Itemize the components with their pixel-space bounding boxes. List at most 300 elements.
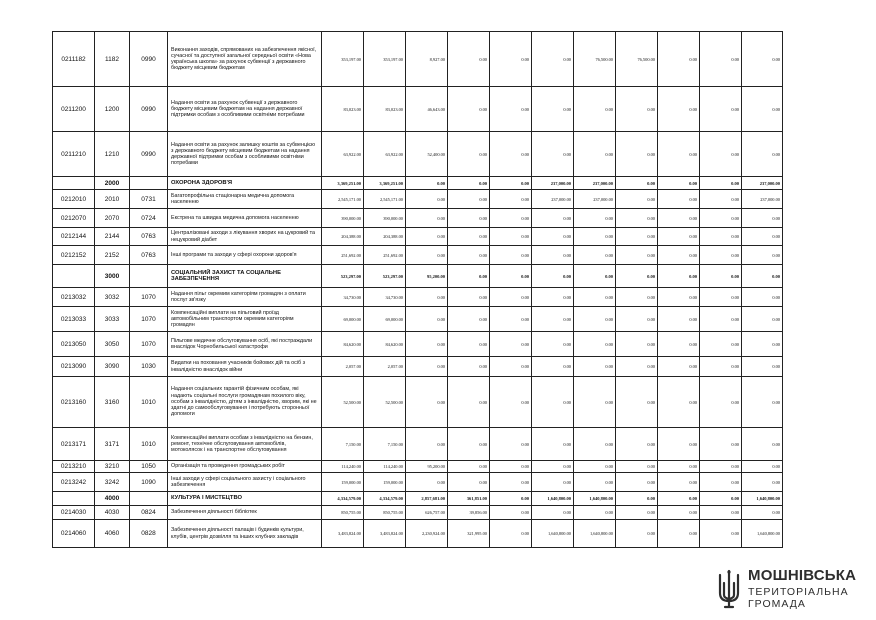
value-cell: 0.00 bbox=[406, 473, 448, 492]
value-cell: 0.00 bbox=[574, 428, 616, 461]
value-cell: 0.00 bbox=[448, 473, 490, 492]
task-code-cell: 4060 bbox=[95, 520, 130, 548]
value-cell: 2,057.00 bbox=[364, 357, 406, 377]
value-cell: 0.00 bbox=[658, 473, 700, 492]
value-cell: 0.00 bbox=[616, 492, 658, 506]
value-cell: 0.00 bbox=[742, 288, 783, 307]
table-row bbox=[53, 520, 783, 548]
value-cell: 0.00 bbox=[700, 246, 742, 265]
function-code-cell: 1090 bbox=[130, 473, 168, 492]
value-cell: 34,730.00 bbox=[364, 288, 406, 307]
value-cell: 0.00 bbox=[700, 492, 742, 506]
value-cell: 0.00 bbox=[532, 288, 574, 307]
function-code-cell: 0763 bbox=[130, 246, 168, 265]
value-cell: 0.00 bbox=[532, 265, 574, 288]
function-code-cell: 1010 bbox=[130, 428, 168, 461]
value-cell: 76,500.00 bbox=[574, 32, 616, 87]
value-cell: 2,545,171.00 bbox=[322, 190, 364, 209]
value-cell: 0.00 bbox=[658, 265, 700, 288]
value-cell: 0.00 bbox=[742, 246, 783, 265]
value-cell: 0.00 bbox=[574, 506, 616, 520]
value-cell: 0.00 bbox=[490, 473, 532, 492]
table-row bbox=[53, 473, 783, 492]
value-cell: 0.00 bbox=[406, 246, 448, 265]
value-cell: 84,620.00 bbox=[364, 332, 406, 357]
logo-text-line-3: ГРОМАДА bbox=[748, 598, 806, 610]
description-cell: Забезпечення діяльності бібліотек bbox=[168, 506, 322, 520]
value-cell: 0.00 bbox=[490, 246, 532, 265]
value-cell: 0.00 bbox=[574, 288, 616, 307]
value-cell: 0.00 bbox=[532, 246, 574, 265]
value-cell: 95,200.00 bbox=[406, 461, 448, 473]
description-cell: Надання пільг окремим категоріям громадян з оплати послуг зв'язку bbox=[168, 288, 322, 307]
value-cell: 0.00 bbox=[742, 132, 783, 177]
task-code-cell: 3090 bbox=[95, 357, 130, 377]
value-cell: 34,730.00 bbox=[322, 288, 364, 307]
value-cell: 63,922.00 bbox=[322, 132, 364, 177]
value-cell: 2,057.00 bbox=[322, 357, 364, 377]
value-cell: 0.00 bbox=[742, 357, 783, 377]
value-cell: 0.00 bbox=[448, 132, 490, 177]
value-cell: 237,000.00 bbox=[574, 177, 616, 190]
description-cell: Екстрена та швидка медична допомога населенню bbox=[168, 209, 322, 228]
value-cell: 0.00 bbox=[490, 357, 532, 377]
value-cell: 0.00 bbox=[616, 506, 658, 520]
value-cell: 0.00 bbox=[616, 209, 658, 228]
description-cell: Інші заходи у сфері соціального захисту і соціального забезпечення bbox=[168, 473, 322, 492]
value-cell: 0.00 bbox=[616, 265, 658, 288]
value-cell: 0.00 bbox=[700, 520, 742, 548]
value-cell: 237,000.00 bbox=[742, 177, 783, 190]
value-cell: 0.00 bbox=[658, 87, 700, 132]
value-cell: 0.00 bbox=[616, 307, 658, 332]
description-cell: Забезпечення діяльності палаців і будинків культури, клубів, центрів дозвілля та інших клубних закладів bbox=[168, 520, 322, 548]
description-cell: Багатопрофільна стаціонарна медична допомога населенню bbox=[168, 190, 322, 209]
program-code-cell: 0212010 bbox=[53, 190, 95, 209]
community-logo bbox=[716, 567, 866, 613]
value-cell: 0.00 bbox=[616, 377, 658, 428]
value-cell: 390,000.00 bbox=[364, 209, 406, 228]
value-cell: 52,500.00 bbox=[364, 377, 406, 428]
value-cell: 0.00 bbox=[658, 461, 700, 473]
value-cell: 114,240.00 bbox=[364, 461, 406, 473]
table-row bbox=[53, 377, 783, 428]
function-code-cell: 0731 bbox=[130, 190, 168, 209]
value-cell: 204,388.00 bbox=[364, 228, 406, 246]
task-code-cell: 3171 bbox=[95, 428, 130, 461]
value-cell: 0.00 bbox=[490, 288, 532, 307]
value-cell: 0.00 bbox=[700, 265, 742, 288]
task-code-cell: 1200 bbox=[95, 87, 130, 132]
value-cell: 0.00 bbox=[448, 377, 490, 428]
value-cell: 0.00 bbox=[742, 32, 783, 87]
task-code-cell: 2070 bbox=[95, 209, 130, 228]
value-cell: 83,023.00 bbox=[364, 87, 406, 132]
value-cell: 0.00 bbox=[658, 190, 700, 209]
section-row bbox=[53, 492, 783, 506]
program-code-cell: 0212152 bbox=[53, 246, 95, 265]
table-row bbox=[53, 288, 783, 307]
value-cell: 159,000.00 bbox=[364, 473, 406, 492]
value-cell: 0.00 bbox=[700, 209, 742, 228]
value-cell: 0.00 bbox=[490, 87, 532, 132]
value-cell: 0.00 bbox=[406, 228, 448, 246]
value-cell: 46,643.00 bbox=[406, 87, 448, 132]
value-cell: 4,334,579.00 bbox=[364, 492, 406, 506]
value-cell: 0.00 bbox=[448, 190, 490, 209]
value-cell: 0.00 bbox=[658, 377, 700, 428]
value-cell: 63,922.00 bbox=[364, 132, 406, 177]
function-code-cell: 0724 bbox=[130, 209, 168, 228]
value-cell: 0.00 bbox=[406, 288, 448, 307]
program-code-cell: 0213242 bbox=[53, 473, 95, 492]
value-cell: 0.00 bbox=[490, 228, 532, 246]
value-cell: 0.00 bbox=[490, 506, 532, 520]
section-row bbox=[53, 265, 783, 288]
value-cell: 159,000.00 bbox=[322, 473, 364, 492]
program-code-cell: 0211200 bbox=[53, 87, 95, 132]
value-cell: 237,000.00 bbox=[532, 177, 574, 190]
value-cell: 204,388.00 bbox=[322, 228, 364, 246]
value-cell: 237,000.00 bbox=[532, 190, 574, 209]
function-code-cell: 1070 bbox=[130, 332, 168, 357]
trident-icon bbox=[716, 569, 742, 609]
description-cell: Пільгове медичне обслуговування осіб, які постраждали внаслідок Чорнобильської катастрофи bbox=[168, 332, 322, 357]
value-cell: 0.00 bbox=[490, 177, 532, 190]
value-cell: 0.00 bbox=[742, 332, 783, 357]
value-cell: 0.00 bbox=[448, 228, 490, 246]
value-cell: 0.00 bbox=[490, 307, 532, 332]
value-cell: 0.00 bbox=[700, 473, 742, 492]
value-cell: 2,545,171.00 bbox=[364, 190, 406, 209]
value-cell: 850,755.00 bbox=[364, 506, 406, 520]
value-cell: 3,483,824.00 bbox=[322, 520, 364, 548]
value-cell: 0.00 bbox=[658, 32, 700, 87]
description-cell: Надання освіти за рахунок субвенції з державного бюджету місцевим бюджетам на надання державної підтримки особам з особливими освітніми потребами bbox=[168, 87, 322, 132]
value-cell: 0.00 bbox=[742, 87, 783, 132]
value-cell: 0.00 bbox=[574, 132, 616, 177]
value-cell: 0.00 bbox=[532, 32, 574, 87]
task-code-cell: 3160 bbox=[95, 377, 130, 428]
function-code-cell: 0828 bbox=[130, 520, 168, 548]
value-cell: 2,857,681.00 bbox=[406, 492, 448, 506]
value-cell: 0.00 bbox=[700, 228, 742, 246]
budget-table bbox=[52, 31, 783, 548]
value-cell: 0.00 bbox=[406, 190, 448, 209]
task-code-cell: 2000 bbox=[95, 177, 130, 190]
value-cell: 0.00 bbox=[574, 246, 616, 265]
program-code-cell: 0212070 bbox=[53, 209, 95, 228]
value-cell: 0.00 bbox=[700, 506, 742, 520]
program-code-cell bbox=[53, 492, 95, 506]
table-row bbox=[53, 32, 783, 87]
function-code-cell: 0990 bbox=[130, 87, 168, 132]
table-row bbox=[53, 506, 783, 520]
value-cell: 0.00 bbox=[658, 132, 700, 177]
value-cell: 95,200.00 bbox=[406, 265, 448, 288]
program-code-cell: 0214060 bbox=[53, 520, 95, 548]
task-code-cell: 2152 bbox=[95, 246, 130, 265]
value-cell: 0.00 bbox=[616, 332, 658, 357]
value-cell: 0.00 bbox=[616, 473, 658, 492]
value-cell: 0.00 bbox=[490, 265, 532, 288]
task-code-cell: 3000 bbox=[95, 265, 130, 288]
value-cell: 0.00 bbox=[658, 307, 700, 332]
value-cell: 52,500.00 bbox=[322, 377, 364, 428]
value-cell: 626,757.00 bbox=[406, 506, 448, 520]
table-row bbox=[53, 246, 783, 265]
value-cell: 0.00 bbox=[532, 228, 574, 246]
value-cell: 0.00 bbox=[616, 132, 658, 177]
value-cell: 0.00 bbox=[490, 132, 532, 177]
value-cell: 0.00 bbox=[490, 377, 532, 428]
value-cell: 0.00 bbox=[742, 265, 783, 288]
value-cell: 52,400.00 bbox=[406, 132, 448, 177]
value-cell: 0.00 bbox=[658, 228, 700, 246]
value-cell: 0.00 bbox=[616, 177, 658, 190]
function-code-cell bbox=[130, 492, 168, 506]
value-cell: 0.00 bbox=[616, 190, 658, 209]
description-cell: КУЛЬТУРА І МИСТЕЦТВО bbox=[168, 492, 322, 506]
value-cell: 0.00 bbox=[658, 520, 700, 548]
value-cell: 0.00 bbox=[448, 177, 490, 190]
value-cell: 0.00 bbox=[448, 307, 490, 332]
value-cell: 0.00 bbox=[616, 246, 658, 265]
function-code-cell: 1010 bbox=[130, 377, 168, 428]
value-cell: 0.00 bbox=[406, 357, 448, 377]
value-cell: 353,197.00 bbox=[364, 32, 406, 87]
function-code-cell: 0824 bbox=[130, 506, 168, 520]
table-row bbox=[53, 132, 783, 177]
value-cell: 0.00 bbox=[490, 520, 532, 548]
value-cell: 0.00 bbox=[490, 209, 532, 228]
value-cell: 0.00 bbox=[616, 288, 658, 307]
value-cell: 0.00 bbox=[448, 332, 490, 357]
function-code-cell: 1070 bbox=[130, 307, 168, 332]
table-row bbox=[53, 307, 783, 332]
program-code-cell: 0213210 bbox=[53, 461, 95, 473]
value-cell: 0.00 bbox=[448, 461, 490, 473]
program-code-cell: 0211210 bbox=[53, 132, 95, 177]
table-row bbox=[53, 332, 783, 357]
value-cell: 0.00 bbox=[406, 209, 448, 228]
description-cell: Організація та проведення громадських робіт bbox=[168, 461, 322, 473]
description-cell: Надання освіти за рахунок залишку коштів за субвенцією з державного бюджету місцевим бюджетам на надання державної підтримки особам з особливими освітніми потребами bbox=[168, 132, 322, 177]
value-cell: 7,150.00 bbox=[322, 428, 364, 461]
value-cell: 1,640,800.00 bbox=[574, 492, 616, 506]
description-cell: Надання соціальних гарантій фізичним особам, які надають соціальні послуги громадянам похилого віку, особам з інвалідністю, дітям з інвалідністю, хворим, які не здатні до самообслуговування і потребують сторонньої допомоги bbox=[168, 377, 322, 428]
value-cell: 7,150.00 bbox=[364, 428, 406, 461]
value-cell: 251,692.00 bbox=[322, 246, 364, 265]
value-cell: 0.00 bbox=[448, 87, 490, 132]
value-cell: 0.00 bbox=[658, 332, 700, 357]
value-cell: 0.00 bbox=[448, 246, 490, 265]
value-cell: 0.00 bbox=[574, 87, 616, 132]
value-cell: 4,334,579.00 bbox=[322, 492, 364, 506]
value-cell: 353,197.00 bbox=[322, 32, 364, 87]
value-cell: 0.00 bbox=[448, 428, 490, 461]
value-cell: 0.00 bbox=[490, 32, 532, 87]
value-cell: 0.00 bbox=[616, 428, 658, 461]
program-code-cell: 0211182 bbox=[53, 32, 95, 87]
task-code-cell: 3033 bbox=[95, 307, 130, 332]
value-cell: 0.00 bbox=[616, 87, 658, 132]
table-row bbox=[53, 87, 783, 132]
program-code-cell: 0213160 bbox=[53, 377, 95, 428]
value-cell: 0.00 bbox=[700, 307, 742, 332]
value-cell: 3,483,824.00 bbox=[364, 520, 406, 548]
value-cell: 0.00 bbox=[700, 357, 742, 377]
value-cell: 0.00 bbox=[616, 461, 658, 473]
value-cell: 0.00 bbox=[490, 461, 532, 473]
value-cell: 0.00 bbox=[532, 377, 574, 428]
value-cell: 1,640,800.00 bbox=[574, 520, 616, 548]
value-cell: 0.00 bbox=[700, 332, 742, 357]
value-cell: 0.00 bbox=[448, 32, 490, 87]
value-cell: 0.00 bbox=[532, 332, 574, 357]
program-code-cell: 0213033 bbox=[53, 307, 95, 332]
value-cell: 1,640,800.00 bbox=[532, 492, 574, 506]
value-cell: 69,000.00 bbox=[322, 307, 364, 332]
value-cell: 0.00 bbox=[532, 87, 574, 132]
value-cell: 0.00 bbox=[742, 473, 783, 492]
value-cell: 0.00 bbox=[574, 461, 616, 473]
value-cell: 0.00 bbox=[532, 473, 574, 492]
value-cell: 0.00 bbox=[490, 428, 532, 461]
logo-text-line-1: МОШНІВСЬКА bbox=[748, 567, 857, 584]
value-cell: 0.00 bbox=[700, 428, 742, 461]
task-code-cell: 3050 bbox=[95, 332, 130, 357]
value-cell: 0.00 bbox=[448, 209, 490, 228]
table-row bbox=[53, 461, 783, 473]
value-cell: 0.00 bbox=[700, 461, 742, 473]
value-cell: 0.00 bbox=[490, 190, 532, 209]
task-code-cell: 1210 bbox=[95, 132, 130, 177]
logo-text-line-2: ТЕРИТОРІАЛЬНА bbox=[748, 586, 849, 598]
value-cell: 523,297.00 bbox=[364, 265, 406, 288]
program-code-cell bbox=[53, 177, 95, 190]
description-cell: ОХОРОНА ЗДОРОВ'Я bbox=[168, 177, 322, 190]
value-cell: 0.00 bbox=[406, 428, 448, 461]
function-code-cell: 1050 bbox=[130, 461, 168, 473]
description-cell: Централізовані заходи з лікування хворих на цукровий та нецукровий діабет bbox=[168, 228, 322, 246]
value-cell: 0.00 bbox=[406, 377, 448, 428]
value-cell: 0.00 bbox=[742, 461, 783, 473]
value-cell: 0.00 bbox=[448, 288, 490, 307]
task-code-cell: 3032 bbox=[95, 288, 130, 307]
program-code-cell: 0213171 bbox=[53, 428, 95, 461]
value-cell: 0.00 bbox=[742, 209, 783, 228]
value-cell: 0.00 bbox=[658, 506, 700, 520]
value-cell: 0.00 bbox=[658, 209, 700, 228]
value-cell: 0.00 bbox=[574, 209, 616, 228]
value-cell: 0.00 bbox=[574, 377, 616, 428]
function-code-cell: 0990 bbox=[130, 132, 168, 177]
value-cell: 850,755.00 bbox=[322, 506, 364, 520]
value-cell: 251,692.00 bbox=[364, 246, 406, 265]
value-cell: 0.00 bbox=[532, 506, 574, 520]
value-cell: 0.00 bbox=[700, 288, 742, 307]
value-cell: 0.00 bbox=[448, 357, 490, 377]
value-cell: 69,000.00 bbox=[364, 307, 406, 332]
task-code-cell: 2010 bbox=[95, 190, 130, 209]
value-cell: 0.00 bbox=[406, 307, 448, 332]
value-cell: 0.00 bbox=[742, 428, 783, 461]
value-cell: 83,023.00 bbox=[322, 87, 364, 132]
value-cell: 0.00 bbox=[700, 32, 742, 87]
value-cell: 0.00 bbox=[406, 332, 448, 357]
value-cell: 0.00 bbox=[616, 520, 658, 548]
table-row bbox=[53, 428, 783, 461]
value-cell: 0.00 bbox=[700, 377, 742, 428]
function-code-cell bbox=[130, 265, 168, 288]
program-code-cell: 0213050 bbox=[53, 332, 95, 357]
table-row bbox=[53, 209, 783, 228]
task-code-cell: 3210 bbox=[95, 461, 130, 473]
value-cell: 237,000.00 bbox=[574, 190, 616, 209]
value-cell: 0.00 bbox=[532, 461, 574, 473]
value-cell: 0.00 bbox=[742, 307, 783, 332]
value-cell: 1,640,800.00 bbox=[742, 492, 783, 506]
value-cell: 0.00 bbox=[532, 428, 574, 461]
function-code-cell: 1030 bbox=[130, 357, 168, 377]
value-cell: 0.00 bbox=[574, 357, 616, 377]
program-code-cell: 0213032 bbox=[53, 288, 95, 307]
function-code-cell: 0990 bbox=[130, 32, 168, 87]
table-row bbox=[53, 357, 783, 377]
value-cell: 0.00 bbox=[574, 307, 616, 332]
description-cell: Компенсаційні виплати на пільговий проїзд автомобільним транспортом окремим категоріям громадян bbox=[168, 307, 322, 332]
task-code-cell: 3242 bbox=[95, 473, 130, 492]
value-cell: 0.00 bbox=[532, 209, 574, 228]
table-row bbox=[53, 228, 783, 246]
task-code-cell: 4030 bbox=[95, 506, 130, 520]
value-cell: 0.00 bbox=[658, 492, 700, 506]
value-cell: 237,000.00 bbox=[742, 190, 783, 209]
function-code-cell: 1070 bbox=[130, 288, 168, 307]
value-cell: 0.00 bbox=[658, 357, 700, 377]
value-cell: 0.00 bbox=[448, 265, 490, 288]
value-cell: 0.00 bbox=[616, 228, 658, 246]
value-cell: 0.00 bbox=[742, 377, 783, 428]
table-row bbox=[53, 190, 783, 209]
value-cell: 3,369,251.00 bbox=[322, 177, 364, 190]
value-cell: 0.00 bbox=[700, 190, 742, 209]
value-cell: 0.00 bbox=[490, 332, 532, 357]
section-row bbox=[53, 177, 783, 190]
value-cell: 0.00 bbox=[574, 228, 616, 246]
value-cell: 0.00 bbox=[406, 177, 448, 190]
value-cell: 76,500.00 bbox=[616, 32, 658, 87]
task-code-cell: 2144 bbox=[95, 228, 130, 246]
task-code-cell: 4000 bbox=[95, 492, 130, 506]
value-cell: 523,297.00 bbox=[322, 265, 364, 288]
value-cell: 0.00 bbox=[700, 87, 742, 132]
value-cell: 0.00 bbox=[658, 177, 700, 190]
value-cell: 321,995.00 bbox=[448, 520, 490, 548]
program-code-cell: 0212144 bbox=[53, 228, 95, 246]
value-cell: 0.00 bbox=[658, 288, 700, 307]
value-cell: 8,927.00 bbox=[406, 32, 448, 87]
value-cell: 0.00 bbox=[532, 307, 574, 332]
value-cell: 0.00 bbox=[574, 265, 616, 288]
value-cell: 2,230,924.00 bbox=[406, 520, 448, 548]
program-code-cell: 0214030 bbox=[53, 506, 95, 520]
description-cell: Компенсаційні виплати особам з інвалідністю на бензин, ремонт, технічне обслуговування автомобілів, мотоколясок і на транспортне обслуговування bbox=[168, 428, 322, 461]
function-code-cell bbox=[130, 177, 168, 190]
value-cell: 3,369,251.00 bbox=[364, 177, 406, 190]
value-cell: 0.00 bbox=[700, 132, 742, 177]
